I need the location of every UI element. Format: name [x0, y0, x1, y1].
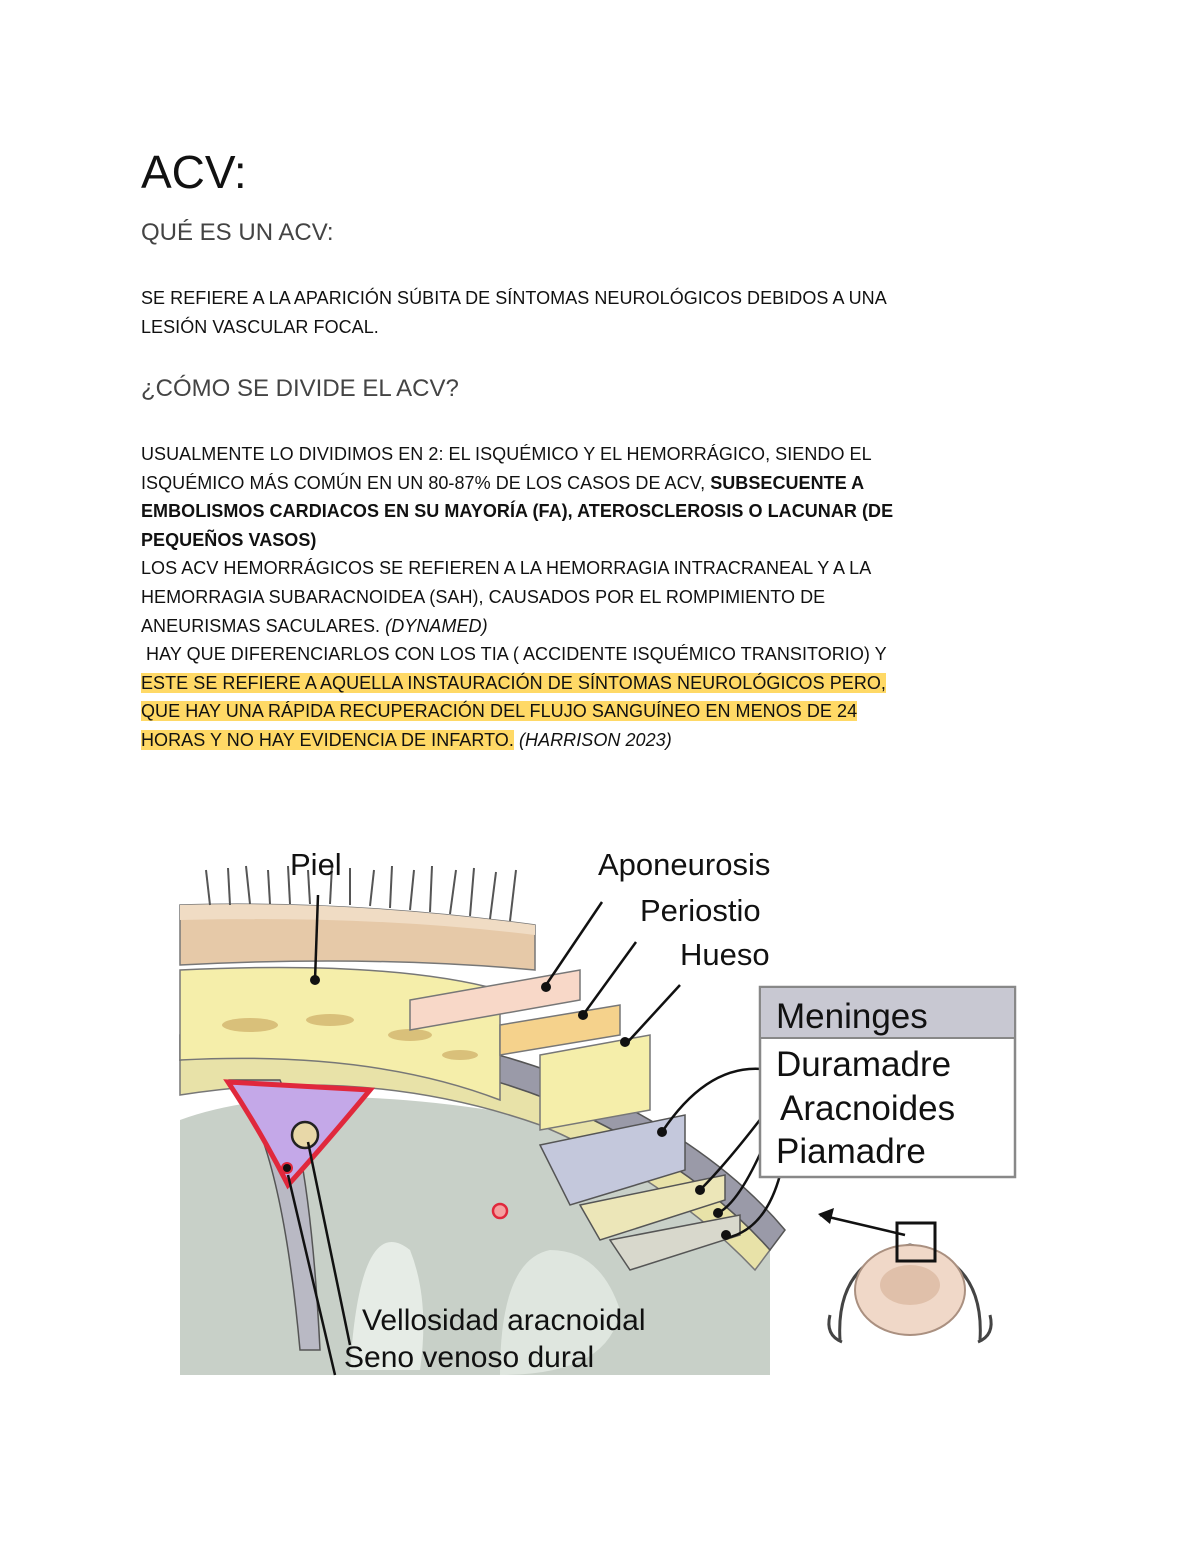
text-line: HAY QUE DIFERENCIARLOS CON LOS TIA ( ACCIDENTE ISQUÉMICO TRANSITORIO) Y	[141, 644, 887, 665]
classification-paragraph	[141, 440, 1061, 755]
meninges-diagram	[170, 830, 1040, 1390]
bold-text: SUBSECUENTE A	[710, 472, 865, 493]
arrow-head	[818, 1208, 834, 1224]
label-meninges: Meninges	[776, 997, 928, 1036]
bone-marrow	[222, 1018, 278, 1032]
document-title: ACV:	[141, 146, 247, 198]
highlighted-text: QUE HAY UNA RÁPIDA RECUPERACIÓN DEL FLUJO SANGUÍNEO EN MENOS DE 24	[141, 701, 858, 722]
label-vellosidad: Vellosidad aracnoidal	[362, 1304, 646, 1337]
label-aponeurosis: Aponeurosis	[598, 847, 771, 882]
text-line: LOS ACV HEMORRÁGICOS SE REFIEREN A LA HEMORRAGIA INTRACRANEAL Y A LA	[141, 558, 872, 579]
highlighted-line	[141, 726, 1061, 755]
text-line: HEMORRAGIA SUBARACNOIDEA (SAH), CAUSADOS POR EL ROMPIMIENTO DE	[141, 586, 826, 607]
bone-marrow	[442, 1050, 478, 1060]
section-heading-que-es: QUÉ ES UN ACV:	[141, 219, 334, 246]
text-run: ISQUÉMICO MÁS COMÚN EN UN 80-87% DE LOS CASOS DE ACV,	[141, 472, 711, 493]
citation: (HARRISON 2023)	[513, 729, 672, 750]
citation: (DYNAMED)	[385, 615, 488, 636]
highlighted-line	[141, 669, 1061, 698]
label-piel: Piel	[290, 847, 342, 882]
text-run: ANEURISMAS SACULARES.	[141, 615, 386, 636]
label-periostio: Periostio	[640, 893, 761, 928]
arachnoid-granulation	[292, 1122, 318, 1148]
section-heading-como-se-divide: ¿CÓMO SE DIVIDE EL ACV?	[141, 375, 459, 402]
text-line: LESIÓN VASCULAR FOCAL.	[141, 316, 379, 337]
text-line	[141, 612, 1061, 641]
definition-paragraph	[141, 284, 1061, 341]
bold-text-line: PEQUEÑOS VASOS)	[141, 529, 317, 550]
red-marker	[493, 1204, 507, 1218]
label-aracnoides: Aracnoides	[780, 1089, 956, 1128]
label-duramadre: Duramadre	[776, 1045, 952, 1084]
text-line: USUALMENTE LO DIVIDIMOS EN 2: EL ISQUÉMICO Y EL HEMORRÁGICO, SIENDO EL	[141, 444, 872, 464]
head-icon	[829, 1223, 991, 1342]
highlighted-text: HORAS Y NO HAY EVIDENCIA DE INFARTO.	[141, 729, 514, 750]
label-hueso: Hueso	[680, 937, 770, 972]
highlighted-line	[141, 697, 1061, 726]
bold-text-line: EMBOLISMOS CARDIACOS EN SU MAYORÍA (FA), ATEROSCLEROSIS O LACUNAR (DE	[141, 501, 894, 522]
text-line	[141, 469, 1061, 498]
bone-marrow	[388, 1029, 432, 1041]
bone-marrow	[306, 1014, 354, 1026]
label-piamadre: Piamadre	[776, 1132, 926, 1171]
highlighted-text: ESTE SE REFIERE A AQUELLA INSTAURACIÓN DE SÍNTOMAS NEUROLÓGICOS PERO,	[141, 672, 886, 693]
text-line: SE REFIERE A LA APARICIÓN SÚBITA DE SÍNTOMAS NEUROLÓGICOS DEBIDOS A UNA	[141, 288, 887, 308]
label-seno: Seno venoso dural	[344, 1341, 595, 1374]
